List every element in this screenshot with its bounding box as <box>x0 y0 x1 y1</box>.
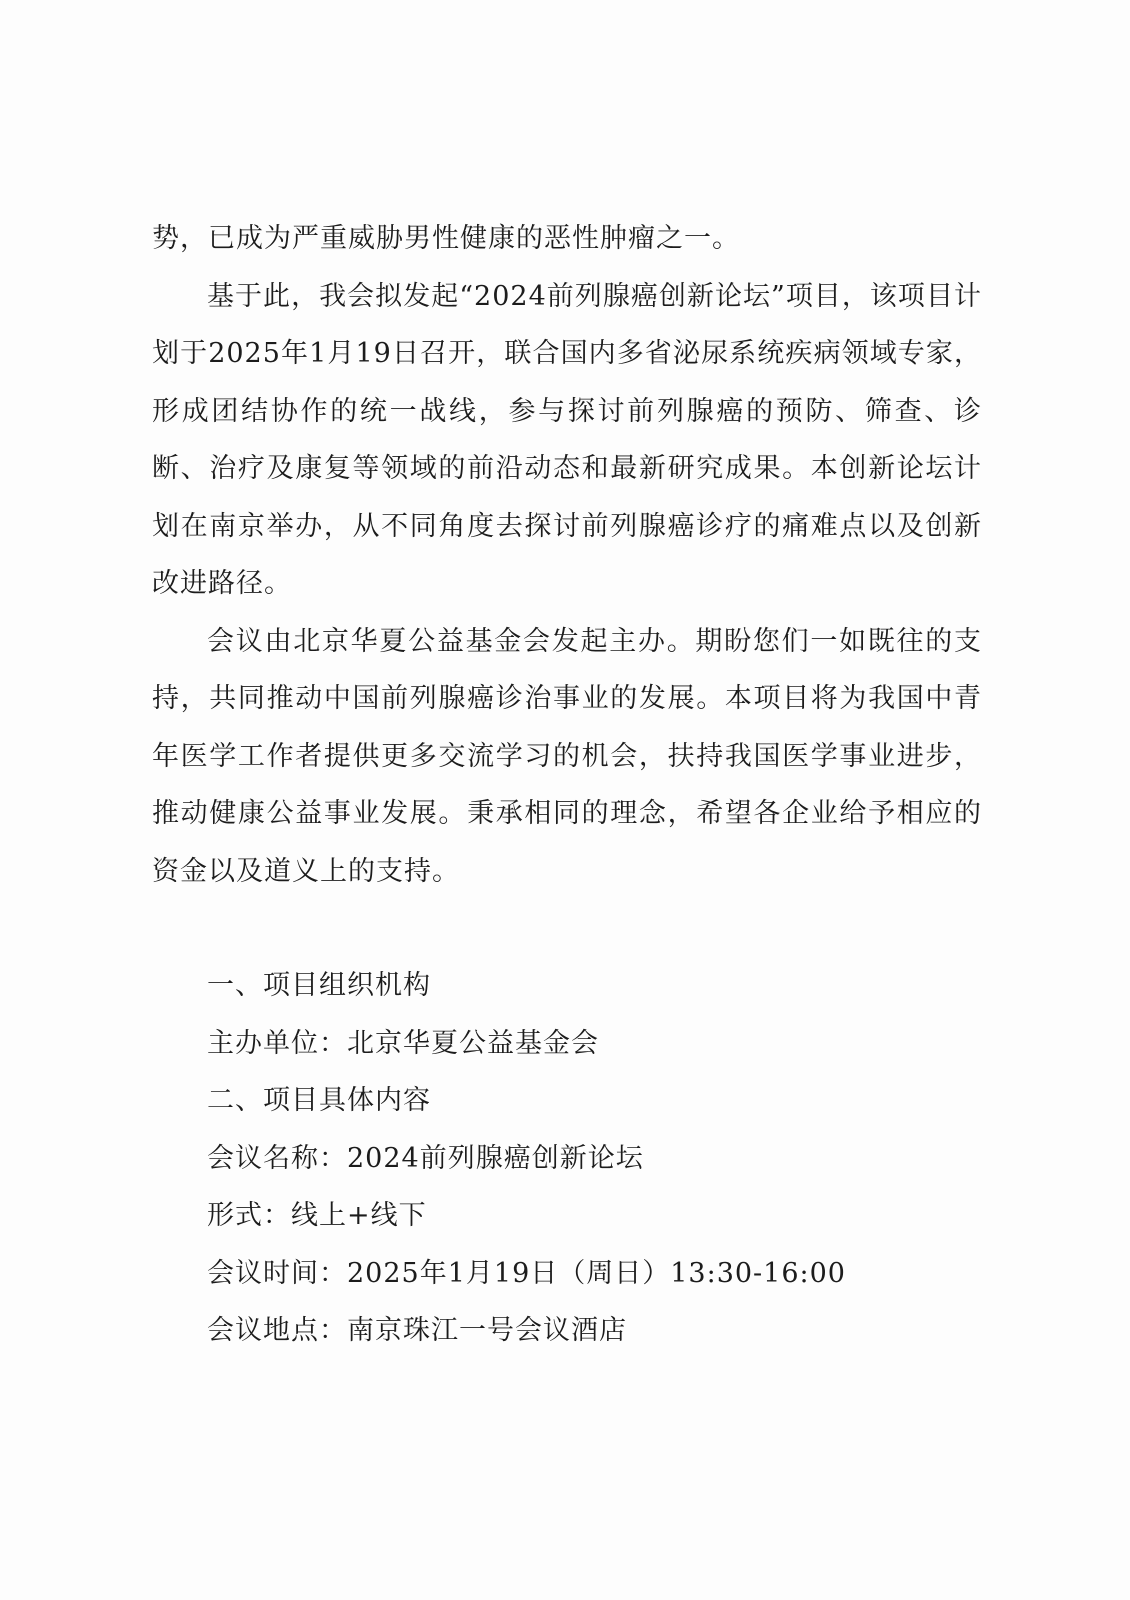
meeting-name-line: 会议名称：2024前列腺癌创新论坛 <box>207 1142 644 1174</box>
host-unit-line: 主办单位：北京华夏公益基金会 <box>207 1027 599 1059</box>
meeting-format-line: 形式：线上+线下 <box>207 1200 427 1231</box>
meeting-time-line: 会议时间：2025年1月19日（周日）13:30-16:00 <box>207 1257 846 1289</box>
meeting-location-line: 会议地点：南京珠江一号会议酒店 <box>207 1315 627 1346</box>
section-spacer <box>152 900 982 957</box>
paragraph-organizer-support: 会议由北京华夏公益基金会发起主办。期盼您们一如既往的支持，共同推动中国前列腺癌诊治事业的发展。本项目将为我国中青年医学工作者提供更多交流学习的机会，扶持我国医学事业进步，推动健康公益事业发展。秉承相同的理念，希望各企业给予相应的资金以及道义上的支持。 <box>152 625 982 887</box>
document-body <box>152 210 982 1360</box>
paragraph-forum-intro: 基于此，我会拟发起“2024前列腺癌创新论坛”项目，该项目计划于2025年1月19日召开，联合国内多省泌尿系统疾病领域专家，形成团结协作的统一战线，参与探讨前列腺癌的预防、筛查、诊断、治疗及康复等领域的前沿动态和最新研究成果。本创新论坛计划在南京举办，从不同角度去探讨前列腺癌诊疗的痛难点以及创新改进路径。 <box>152 280 982 599</box>
paragraph-continuation: 势，已成为严重威胁男性健康的恶性肿瘤之一。 <box>152 223 740 254</box>
section-heading-content: 二、项目具体内容 <box>207 1085 431 1116</box>
section-heading-organization: 一、项目组织机构 <box>207 970 431 1001</box>
